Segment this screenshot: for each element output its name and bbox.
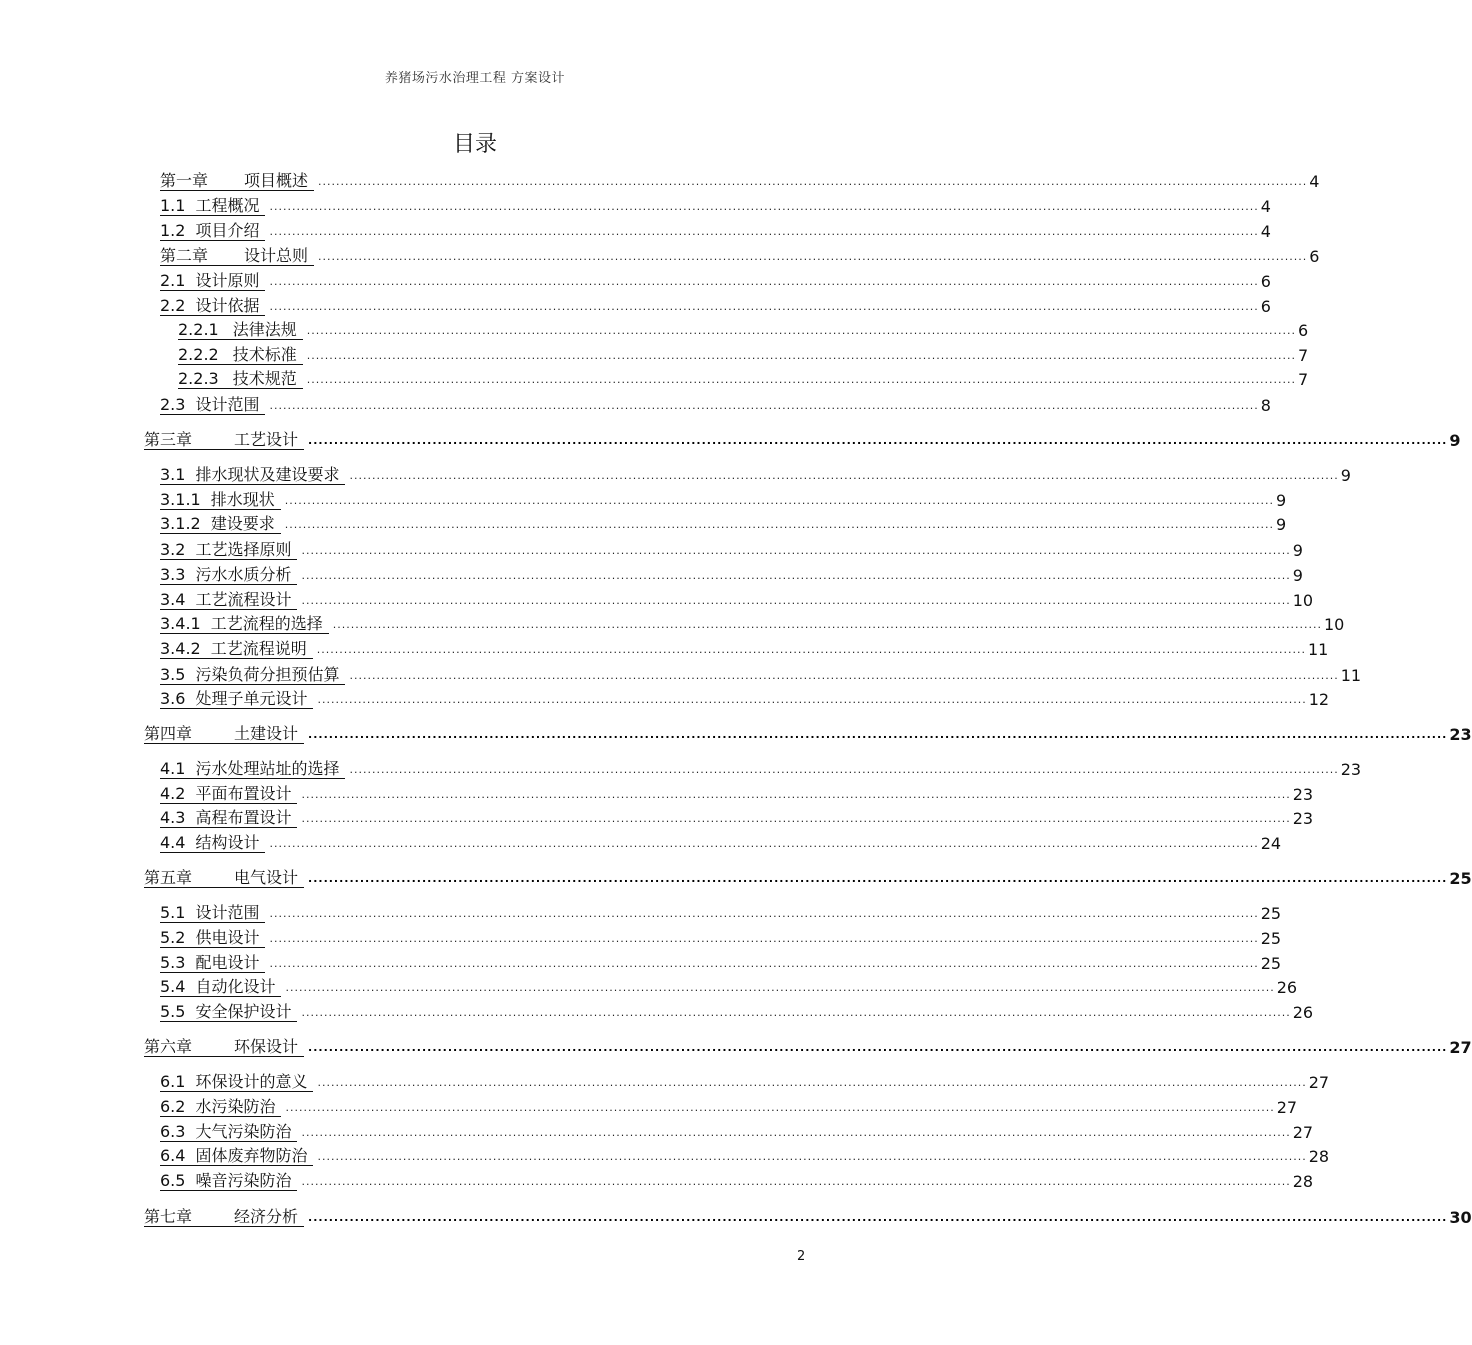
page-number: 2	[797, 1249, 806, 1264]
toc-entry-number: 1.2	[160, 221, 186, 240]
toc-entry-label[interactable]	[160, 247, 314, 266]
toc-entry-page: 26	[1292, 1003, 1314, 1022]
dot-leader: ............................................................................................................................................................................................................................	[306, 373, 1296, 386]
toc-entry-label[interactable]	[160, 222, 265, 241]
dot-leader: ............................................................................................................................................................................................................................	[269, 932, 1259, 945]
toc-entry-page: 26	[1276, 978, 1298, 997]
toc-entry-page: 25	[1260, 954, 1282, 973]
toc-entry-title: 经济分析	[234, 1207, 299, 1226]
toc-entry[interactable]	[160, 1000, 1314, 1022]
toc-entry-label[interactable]	[178, 346, 303, 365]
toc-entry-title: 环保设计	[234, 1037, 299, 1056]
toc-entry[interactable]	[160, 1095, 1298, 1117]
dot-leader: ............................................................................................................................................................................................................................	[308, 1211, 1448, 1224]
toc-entry-number: 5.4	[160, 977, 186, 996]
toc-entry-label[interactable]	[160, 1123, 297, 1142]
toc-entry-title: 处理子单元设计	[195, 689, 308, 708]
dot-leader: ............................................................................................................................................................................................................................	[308, 872, 1448, 885]
toc-entry-number: 第二章	[160, 246, 209, 265]
toc-entry-page: 28	[1308, 1147, 1330, 1166]
toc-entry-title: 平面布置设计	[195, 784, 292, 803]
dot-leader: ............................................................................................................................................................................................................................	[316, 643, 1306, 656]
toc-entry-page: 6	[1297, 321, 1309, 340]
toc-entry-label[interactable]	[160, 172, 314, 191]
dot-leader: ............................................................................................................................................................................................................................	[317, 1076, 1307, 1089]
toc-entry-title: 工艺选择原则	[195, 540, 292, 559]
toc-entry-page: 12	[1308, 690, 1330, 709]
toc-entry-page: 10	[1292, 591, 1314, 610]
toc-entry-label[interactable]	[160, 690, 313, 709]
dot-leader: ............................................................................................................................................................................................................................	[301, 788, 1291, 801]
toc-entry[interactable]	[160, 901, 1282, 923]
dot-leader: ............................................................................................................................................................................................................................	[269, 907, 1259, 920]
toc-entry-page: 7	[1297, 370, 1309, 389]
toc-entry-number: 3.5	[160, 665, 186, 684]
toc-entry-label[interactable]	[178, 370, 303, 389]
toc-entry-number: 3.4.1	[160, 614, 201, 633]
toc-entry-label[interactable]	[144, 725, 304, 744]
toc-entry-title: 固体废弃物防治	[195, 1146, 308, 1165]
toc-entry-page: 9	[1292, 541, 1303, 560]
toc-entry-page: 9	[1292, 566, 1303, 585]
toc-entry-title: 工艺设计	[234, 430, 299, 449]
toc-entry-page: 11	[1307, 640, 1329, 659]
toc-entry-page: 4	[1309, 172, 1320, 191]
toc-entry-number: 5.3	[160, 953, 186, 972]
toc-entry-number: 4.4	[160, 833, 186, 852]
toc-entry-title: 噪音污染防治	[195, 1171, 292, 1190]
toc-entry[interactable]	[144, 1205, 1472, 1227]
toc-entry-number: 4.3	[160, 808, 186, 827]
toc-entry-page: 23	[1292, 785, 1314, 804]
toc-entry-title: 配电设计	[195, 953, 260, 972]
toc-entry-number: 2.2	[160, 296, 186, 315]
toc-entry-number: 3.3	[160, 565, 186, 584]
toc-entry-number: 6.4	[160, 1146, 186, 1165]
toc-entry-title: 污染负荷分担预估算	[195, 665, 340, 684]
toc-entry-label[interactable]	[144, 1038, 304, 1057]
toc-entry-title: 排水现状	[210, 490, 275, 509]
toc-entry[interactable]	[160, 1169, 1314, 1191]
toc-entry-title: 工艺流程设计	[195, 590, 292, 609]
toc-entry-label[interactable]	[160, 834, 265, 853]
toc-entry-label[interactable]	[160, 515, 281, 534]
toc-entry-label[interactable]	[160, 591, 297, 610]
dot-leader: ............................................................................................................................................................................................................................	[306, 324, 1296, 337]
toc-entry[interactable]	[160, 951, 1282, 973]
toc-entry-page: 23	[1449, 725, 1472, 744]
toc-entry[interactable]	[144, 428, 1461, 450]
toc-entry-page: 4	[1260, 197, 1271, 216]
toc-entry-label[interactable]	[160, 978, 281, 997]
toc-entry-label[interactable]	[144, 869, 304, 888]
dot-leader: ............................................................................................................................................................................................................................	[301, 1126, 1291, 1139]
toc-entry-page: 28	[1292, 1172, 1314, 1191]
toc-entry-number: 3.1.1	[160, 490, 201, 509]
dot-leader: ............................................................................................................................................................................................................................	[308, 728, 1448, 741]
toc-entry[interactable]	[178, 343, 1309, 365]
toc-entry-title: 环保设计的意义	[195, 1072, 308, 1091]
toc-entry-title: 设计总则	[244, 246, 309, 265]
toc-entry-page: 8	[1260, 396, 1271, 415]
dot-leader: ............................................................................................................................................................................................................................	[269, 200, 1259, 213]
toc-entry[interactable]	[144, 1035, 1472, 1057]
toc-entry[interactable]	[160, 782, 1314, 804]
dot-leader: ............................................................................................................................................................................................................................	[269, 399, 1259, 412]
toc-entry-page: 27	[1292, 1123, 1314, 1142]
toc-entry-page: 10	[1323, 615, 1345, 634]
toc-entry-number: 6.5	[160, 1171, 186, 1190]
toc-entry-title: 工艺流程说明	[210, 639, 307, 658]
toc-entry-page: 9	[1275, 491, 1287, 510]
toc-entry-page: 23	[1340, 760, 1362, 779]
toc-entry[interactable]	[160, 269, 1271, 291]
toc-entry[interactable]	[160, 831, 1282, 853]
toc-entry-number: 5.2	[160, 928, 186, 947]
toc-entry-number: 6.2	[160, 1097, 186, 1116]
toc-entry-title: 设计依据	[195, 296, 260, 315]
toc-entry-title: 污水处理站址的选择	[195, 759, 340, 778]
toc-entry-title: 污水水质分析	[195, 565, 292, 584]
toc-entry-label[interactable]	[160, 640, 313, 659]
toc-entry-title: 安全保护设计	[195, 1002, 292, 1021]
toc-entry[interactable]	[160, 806, 1314, 828]
toc-entry-page: 27	[1308, 1073, 1330, 1092]
toc-entry-label[interactable]	[160, 272, 265, 291]
dot-leader: ............................................................................................................................................................................................................................	[301, 1175, 1291, 1188]
dot-leader: ............................................................................................................................................................................................................................	[269, 837, 1259, 850]
toc-entry-title: 水污染防治	[195, 1097, 276, 1116]
toc-entry-page: 9	[1340, 466, 1351, 485]
toc-entry-number: 2.2.2	[178, 345, 219, 364]
toc-entry-page: 7	[1297, 346, 1309, 365]
toc-entry-title: 设计范围	[195, 395, 260, 414]
dot-leader: ............................................................................................................................................................................................................................	[349, 469, 1339, 482]
toc-entry[interactable]	[160, 926, 1282, 948]
toc-entry-label[interactable]	[160, 1098, 281, 1117]
toc-entry[interactable]	[160, 393, 1271, 415]
toc-entry-label[interactable]	[160, 1073, 313, 1092]
toc-entry[interactable]	[178, 318, 1309, 340]
toc-entry-number: 1.1	[160, 196, 186, 215]
dot-leader: ............................................................................................................................................................................................................................	[317, 693, 1307, 706]
toc-entry-label[interactable]	[160, 904, 265, 923]
toc-entry-number: 4.1	[160, 759, 186, 778]
toc-entry[interactable]	[160, 244, 1320, 266]
toc-entry-page: 24	[1260, 834, 1282, 853]
toc-entry[interactable]	[160, 975, 1298, 997]
toc-entry-label[interactable]	[160, 1003, 297, 1022]
toc-entry-title: 项目介绍	[195, 221, 260, 240]
dot-leader: ............................................................................................................................................................................................................................	[349, 763, 1339, 776]
toc-entry-number: 2.2.3	[178, 369, 219, 388]
page-header: 养猪场污水治理工程 方案设计	[384, 71, 566, 86]
toc-entry-label[interactable]	[160, 566, 297, 585]
toc-entry-label[interactable]	[160, 1147, 313, 1166]
toc-entry[interactable]	[160, 1120, 1314, 1142]
toc-entry-number: 第一章	[160, 171, 209, 190]
toc-entry[interactable]	[160, 512, 1287, 534]
toc-entry-label[interactable]	[178, 321, 303, 340]
toc-entry-title: 土建设计	[234, 724, 299, 743]
dot-leader: ............................................................................................................................................................................................................................	[285, 1101, 1275, 1114]
toc-entry-title: 工程概况	[195, 196, 260, 215]
toc-entry-number: 6.1	[160, 1072, 186, 1091]
toc-entry-title: 项目概述	[244, 171, 309, 190]
toc-entry[interactable]	[160, 757, 1362, 779]
toc-entry-number: 3.1.2	[160, 514, 201, 533]
toc-entry-number: 2.2.1	[178, 320, 219, 339]
toc-entry-label[interactable]	[160, 954, 265, 973]
dot-leader: ............................................................................................................................................................................................................................	[306, 349, 1296, 362]
toc-entry-label[interactable]	[160, 615, 329, 634]
dot-leader: ............................................................................................................................................................................................................................	[269, 275, 1259, 288]
dot-leader: ............................................................................................................................................................................................................................	[317, 1150, 1307, 1163]
dot-leader: ............................................................................................................................................................................................................................	[301, 594, 1291, 607]
dot-leader: ............................................................................................................................................................................................................................	[332, 618, 1322, 631]
toc-entry-page: 6	[1309, 247, 1320, 266]
dot-leader: ............................................................................................................................................................................................................................	[269, 957, 1259, 970]
dot-leader: ............................................................................................................................................................................................................................	[301, 544, 1291, 557]
toc-entry-page: 25	[1260, 904, 1282, 923]
toc-entry[interactable]	[160, 488, 1287, 510]
toc-entry[interactable]	[144, 866, 1472, 888]
toc-entry-label[interactable]	[144, 1208, 304, 1227]
toc-entry-label[interactable]	[160, 396, 265, 415]
toc-entry-title: 设计范围	[195, 903, 260, 922]
toc-entry-number: 2.3	[160, 395, 186, 414]
toc-entry-page: 23	[1292, 809, 1314, 828]
toc-entry[interactable]	[160, 637, 1329, 659]
toc-entry-label[interactable]	[160, 785, 297, 804]
toc-entry-title: 法律法规	[232, 320, 297, 339]
toc-entry[interactable]	[160, 1070, 1330, 1092]
toc-entry-title: 结构设计	[195, 833, 260, 852]
toc-entry[interactable]	[160, 194, 1271, 216]
toc-entry-number: 3.1	[160, 465, 186, 484]
toc-entry[interactable]	[160, 612, 1345, 634]
toc-entry-page: 6	[1260, 272, 1271, 291]
toc-entry-number: 5.1	[160, 903, 186, 922]
toc-entry-title: 排水现状及建设要求	[195, 465, 340, 484]
toc-entry-title: 电气设计	[234, 868, 299, 887]
toc-entry[interactable]	[160, 588, 1314, 610]
toc-title: 目录	[452, 132, 497, 157]
toc-entry-page: 27	[1276, 1098, 1298, 1117]
toc-entry-number: 第五章	[144, 868, 193, 887]
toc-entry-number: 2.1	[160, 271, 186, 290]
toc-entry-number: 3.2	[160, 540, 186, 559]
dot-leader: ............................................................................................................................................................................................................................	[285, 981, 1275, 994]
dot-leader: ............................................................................................................................................................................................................................	[284, 518, 1274, 531]
toc-entry-page: 27	[1449, 1038, 1472, 1057]
toc-entry-number: 6.3	[160, 1122, 186, 1141]
toc-entry-label[interactable]	[160, 491, 281, 510]
dot-leader: ............................................................................................................................................................................................................................	[269, 225, 1259, 238]
dot-leader: ............................................................................................................................................................................................................................	[308, 434, 1448, 447]
toc-entry[interactable]	[178, 367, 1309, 389]
toc-entry-label[interactable]	[160, 541, 297, 560]
toc-entry-title: 大气污染防治	[195, 1122, 292, 1141]
dot-leader: ............................................................................................................................................................................................................................	[301, 812, 1291, 825]
dot-leader: ............................................................................................................................................................................................................................	[269, 300, 1259, 313]
toc-entry-page: 9	[1275, 515, 1287, 534]
toc-entry-label[interactable]	[160, 297, 265, 316]
toc-entry-page: 25	[1260, 929, 1282, 948]
dot-leader: ............................................................................................................................................................................................................................	[308, 1041, 1448, 1054]
toc-entry-label[interactable]	[160, 809, 297, 828]
toc-entry[interactable]	[160, 294, 1271, 316]
toc-entry-number: 第三章	[144, 430, 193, 449]
toc-entry[interactable]	[160, 1144, 1330, 1166]
toc-entry-page: 9	[1449, 431, 1461, 450]
toc-entry-number: 第六章	[144, 1037, 193, 1056]
toc-entry[interactable]	[160, 663, 1362, 685]
toc-entry-page: 25	[1449, 869, 1472, 888]
toc-entry-page: 6	[1260, 297, 1271, 316]
toc-entry[interactable]	[144, 722, 1472, 744]
toc-entry-page: 11	[1340, 666, 1362, 685]
toc-entry-number: 4.2	[160, 784, 186, 803]
toc-entry-page: 30	[1449, 1208, 1472, 1227]
toc-entry-title: 技术规范	[232, 369, 297, 388]
toc-entry-title: 技术标准	[232, 345, 297, 364]
toc-entry-label[interactable]	[160, 929, 265, 948]
toc-entry[interactable]	[160, 563, 1303, 585]
toc-entry-number: 3.4	[160, 590, 186, 609]
dot-leader: ............................................................................................................................................................................................................................	[318, 250, 1308, 263]
toc-entry-label[interactable]	[160, 760, 345, 779]
toc-entry-title: 设计原则	[195, 271, 260, 290]
toc-entry[interactable]	[160, 687, 1330, 709]
dot-leader: ............................................................................................................................................................................................................................	[301, 569, 1291, 582]
toc-entry-title: 供电设计	[195, 928, 260, 947]
toc-entry-label[interactable]	[144, 431, 304, 450]
toc-entry-number: 第四章	[144, 724, 193, 743]
dot-leader: ............................................................................................................................................................................................................................	[349, 669, 1339, 682]
toc-entry-number: 3.4.2	[160, 639, 201, 658]
toc-entry-title: 高程布置设计	[195, 808, 292, 827]
toc-entry-label[interactable]	[160, 466, 345, 485]
toc-entry-title: 工艺流程的选择	[210, 614, 323, 633]
dot-leader: ............................................................................................................................................................................................................................	[318, 175, 1308, 188]
toc-entry-label[interactable]	[160, 1172, 297, 1191]
toc-entry[interactable]	[160, 169, 1320, 191]
toc-entry-page: 4	[1260, 222, 1271, 241]
toc-entry[interactable]	[160, 219, 1271, 241]
toc-entry[interactable]	[160, 538, 1303, 560]
toc-entry[interactable]	[160, 463, 1351, 485]
toc-entry-label[interactable]	[160, 666, 345, 685]
toc-entry-number: 5.5	[160, 1002, 186, 1021]
toc-entry-title: 自动化设计	[195, 977, 276, 996]
dot-leader: ............................................................................................................................................................................................................................	[301, 1006, 1291, 1019]
toc-entry-label[interactable]	[160, 197, 265, 216]
dot-leader: ............................................................................................................................................................................................................................	[284, 494, 1274, 507]
toc-entry-number: 3.6	[160, 689, 186, 708]
toc-entry-number: 第七章	[144, 1207, 193, 1226]
toc-entry-title: 建设要求	[210, 514, 275, 533]
